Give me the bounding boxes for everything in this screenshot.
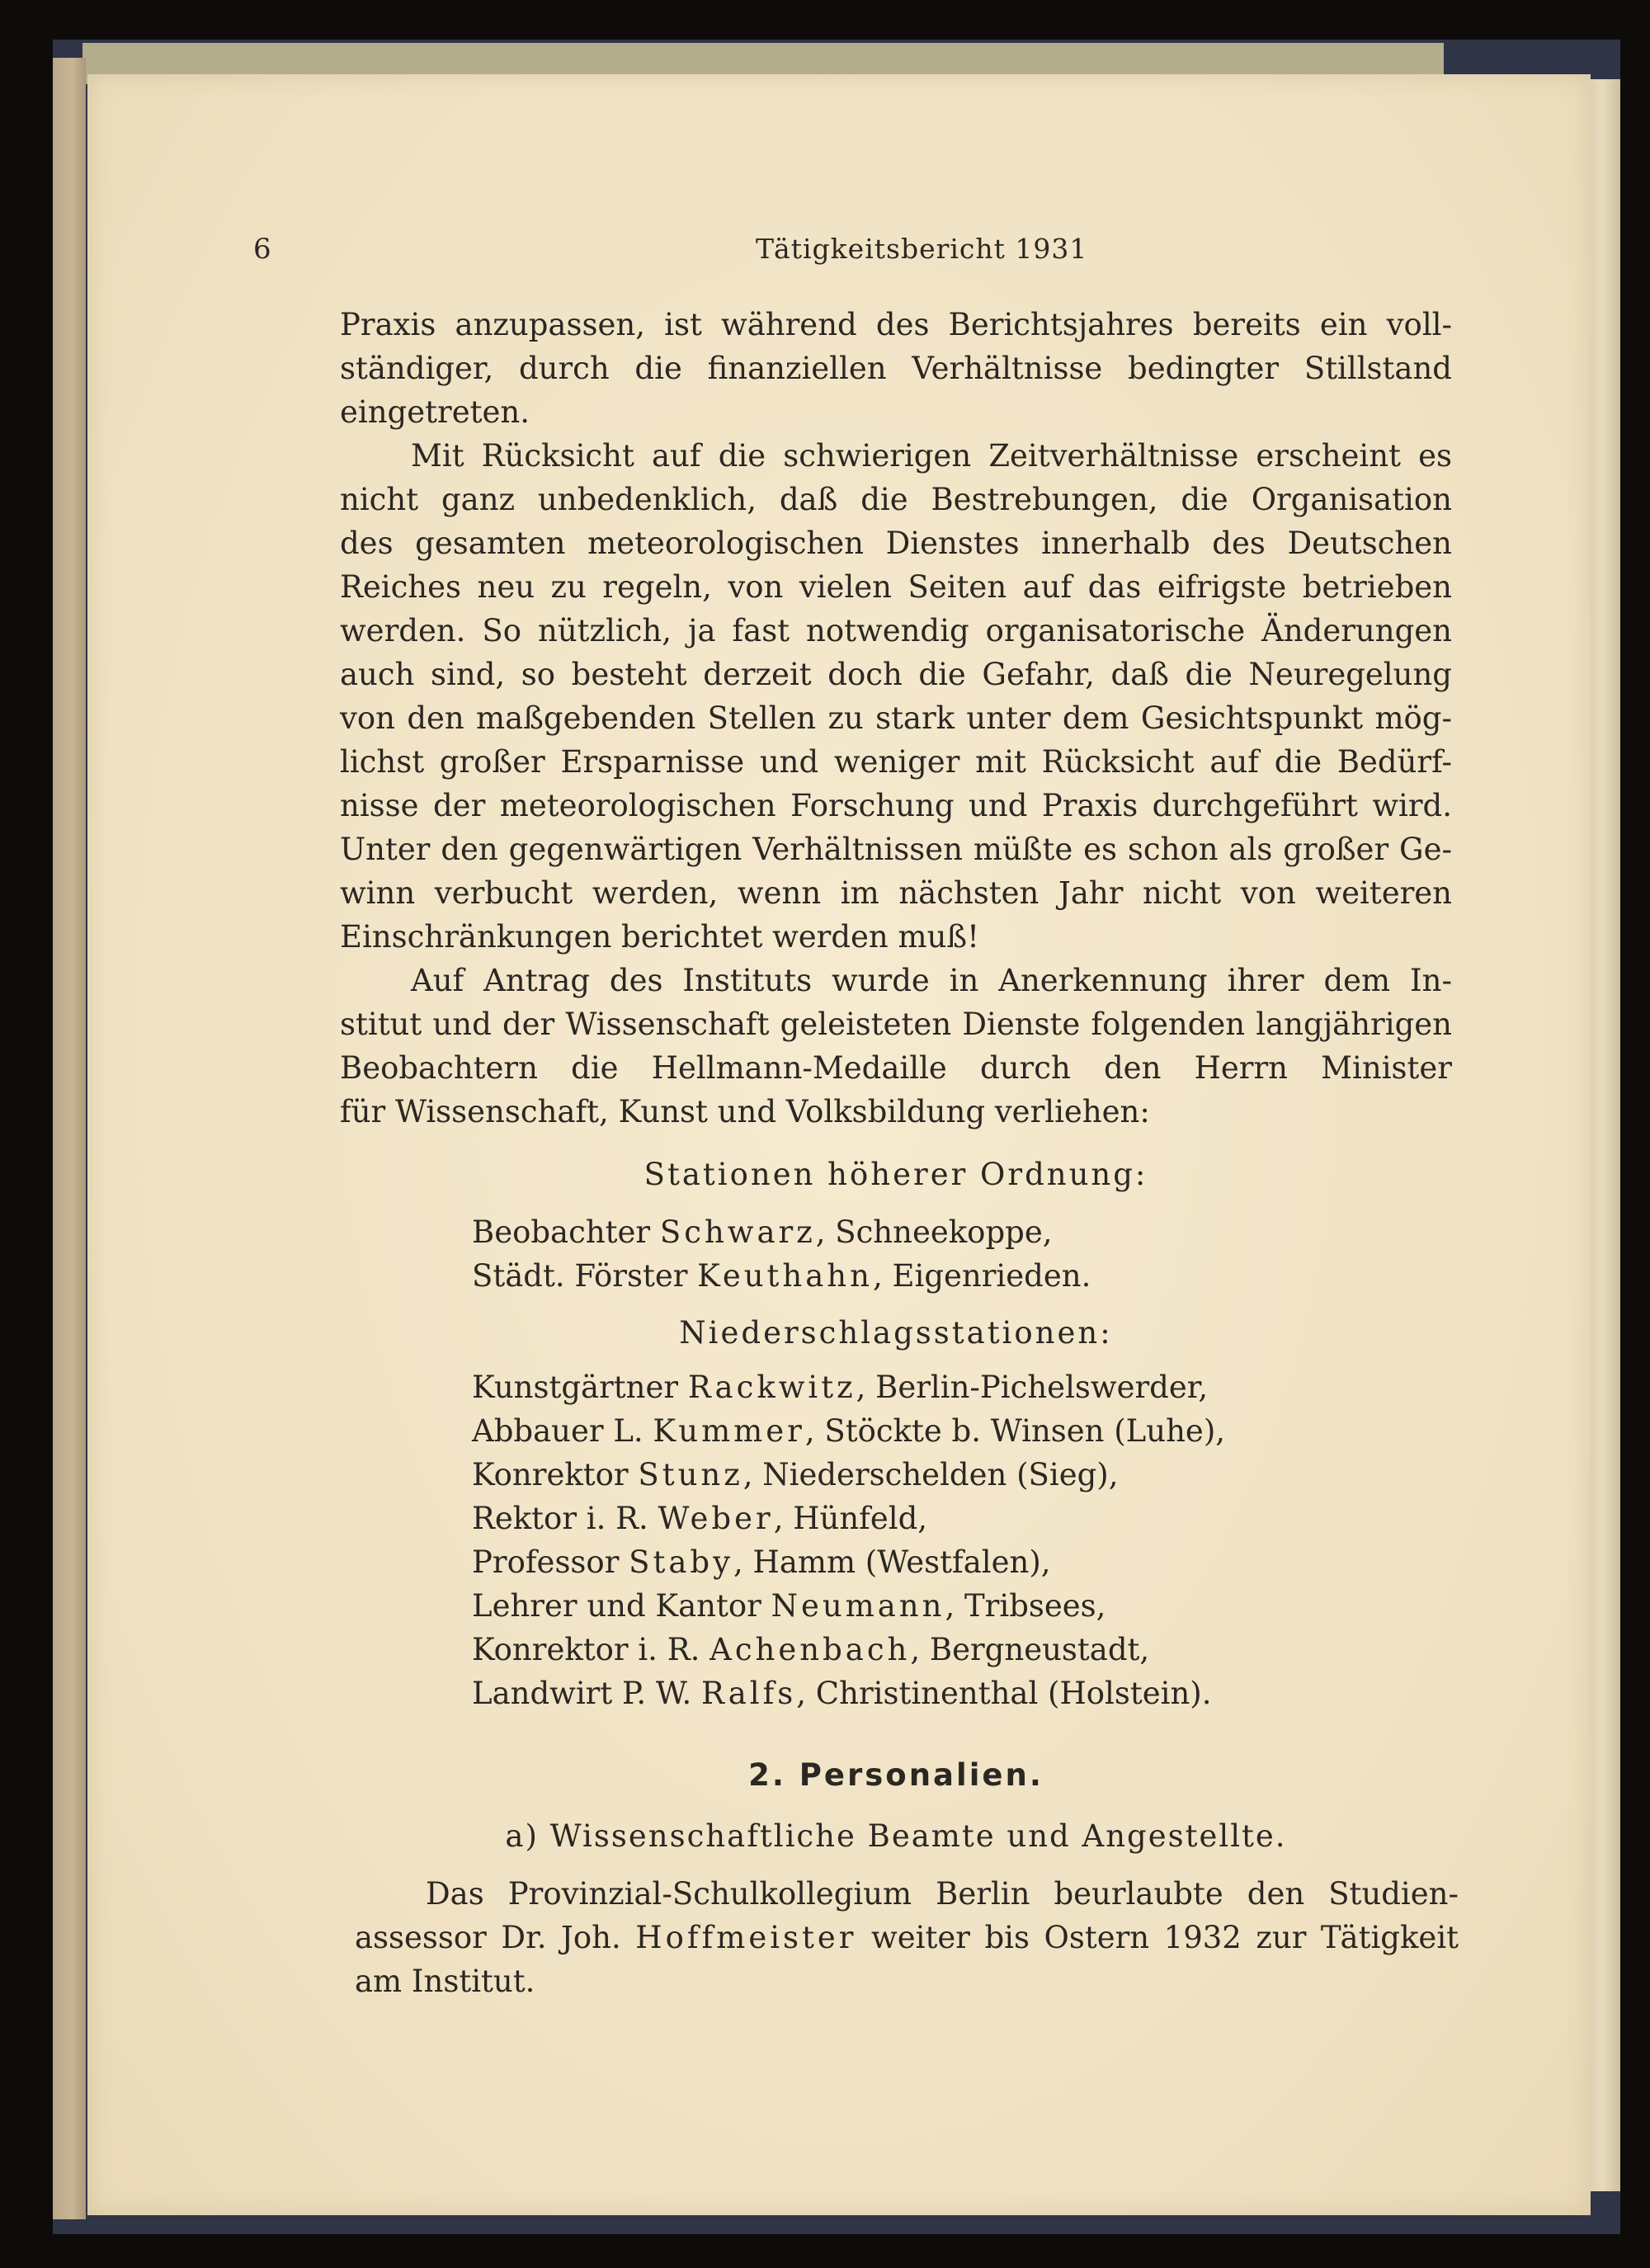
list-item: Professor Staby, Hamm (Westfalen), (472, 1544, 1051, 1580)
text-line: Mit Rücksicht auf die schwierigen Zeitverhältnisse erscheint es (411, 438, 1452, 474)
text-line: stitut und der Wissenschaft geleisteten Dienste folgenden langjährigen (340, 1007, 1452, 1042)
list-heading-stations: Stationen höherer Ordnung: (644, 1157, 1148, 1192)
list-heading-precipitation: Niederschlagsstationen: (679, 1315, 1113, 1351)
list-item: Konrektor i. R. Achenbach, Bergneustadt, (472, 1632, 1150, 1667)
text-line: ständiger, durch die finanziellen Verhältnisse bedingter Stillstand (340, 351, 1452, 386)
text-line: Praxis anzupassen, ist während des Berichtsjahres bereits ein voll- (340, 307, 1452, 342)
section-title: 2. Personalien. (748, 1757, 1044, 1793)
text-line: auch sind, so besteht derzeit doch die Gefahr, daß die Neuregelung (340, 657, 1452, 692)
text-line: des gesamten meteorologischen Dienstes innerhalb des Deutschen (340, 526, 1452, 561)
page-number: 6 (253, 233, 271, 266)
book-binding-edge (53, 58, 86, 2219)
text-line: werden. So nützlich, ja fast notwendig organisatorische Änderungen (340, 613, 1452, 648)
text-line: winn verbucht werden, wenn im nächsten Jahr nicht von weiteren (340, 875, 1452, 911)
text-line: eingetreten. (340, 394, 530, 430)
list-item: Konrektor Stunz, Niederschelden (Sieg), (472, 1457, 1119, 1492)
text-line: Beobachtern die Hellmann-Medaille durch den Herrn Minister (340, 1050, 1452, 1086)
text-line: Das Provinzial-Schulkollegium Berlin beurlaubte den Studien- (426, 1876, 1459, 1912)
list-item: Lehrer und Kantor Neumann, Tribsees, (472, 1588, 1106, 1624)
text-line: von den maßgebenden Stellen zu stark unter dem Gesichtspunkt mög- (340, 700, 1452, 736)
text-line: assessor Dr. Joh. Hoffmeister weiter bis Ostern 1932 zur Tätigkeit (355, 1920, 1459, 1955)
section-subtitle: a) Wissenschaftliche Beamte und Angestellte. (505, 1818, 1287, 1854)
list-item: Kunstgärtner Rackwitz, Berlin-Pichelswerder, (472, 1370, 1209, 1405)
text-line: Reiches neu zu regeln, von vielen Seiten auf das eifrigste betrieben (340, 569, 1452, 605)
text-line: für Wissenschaft, Kunst und Volksbildung verliehen: (340, 1094, 1150, 1129)
text-line: lichst großer Ersparnisse und weniger mit Rücksicht auf die Bedürf- (340, 744, 1452, 780)
text-line: Auf Antrag des Instituts wurde in Anerkennung ihrer dem In- (411, 963, 1452, 998)
running-title: Tätigkeitsbericht 1931 (756, 233, 1088, 265)
list-item: Landwirt P. W. Ralfs, Christinenthal (Holstein). (472, 1676, 1212, 1711)
text-line: Unter den gegenwärtigen Verhältnissen müßte es schon als großer Ge- (340, 832, 1452, 867)
text-line: nisse der meteorologischen Forschung und Praxis durchgeführt wird. (340, 788, 1452, 823)
list-item: Abbauer L. Kummer, Stöckte b. Winsen (Luhe), (472, 1413, 1226, 1449)
list-item: Rektor i. R. Weber, Hünfeld, (472, 1501, 928, 1536)
list-item: Städt. Förster Keuthahn, Eigenrieden. (472, 1258, 1091, 1294)
list-item: Beobachter Schwarz, Schneekoppe, (472, 1214, 1053, 1250)
text-line: nicht ganz unbedenklich, daß die Bestrebungen, die Organisation (340, 482, 1452, 517)
text-line: Einschränkungen berichtet werden muß! (340, 919, 980, 955)
text-line: am Institut. (355, 1964, 535, 1999)
